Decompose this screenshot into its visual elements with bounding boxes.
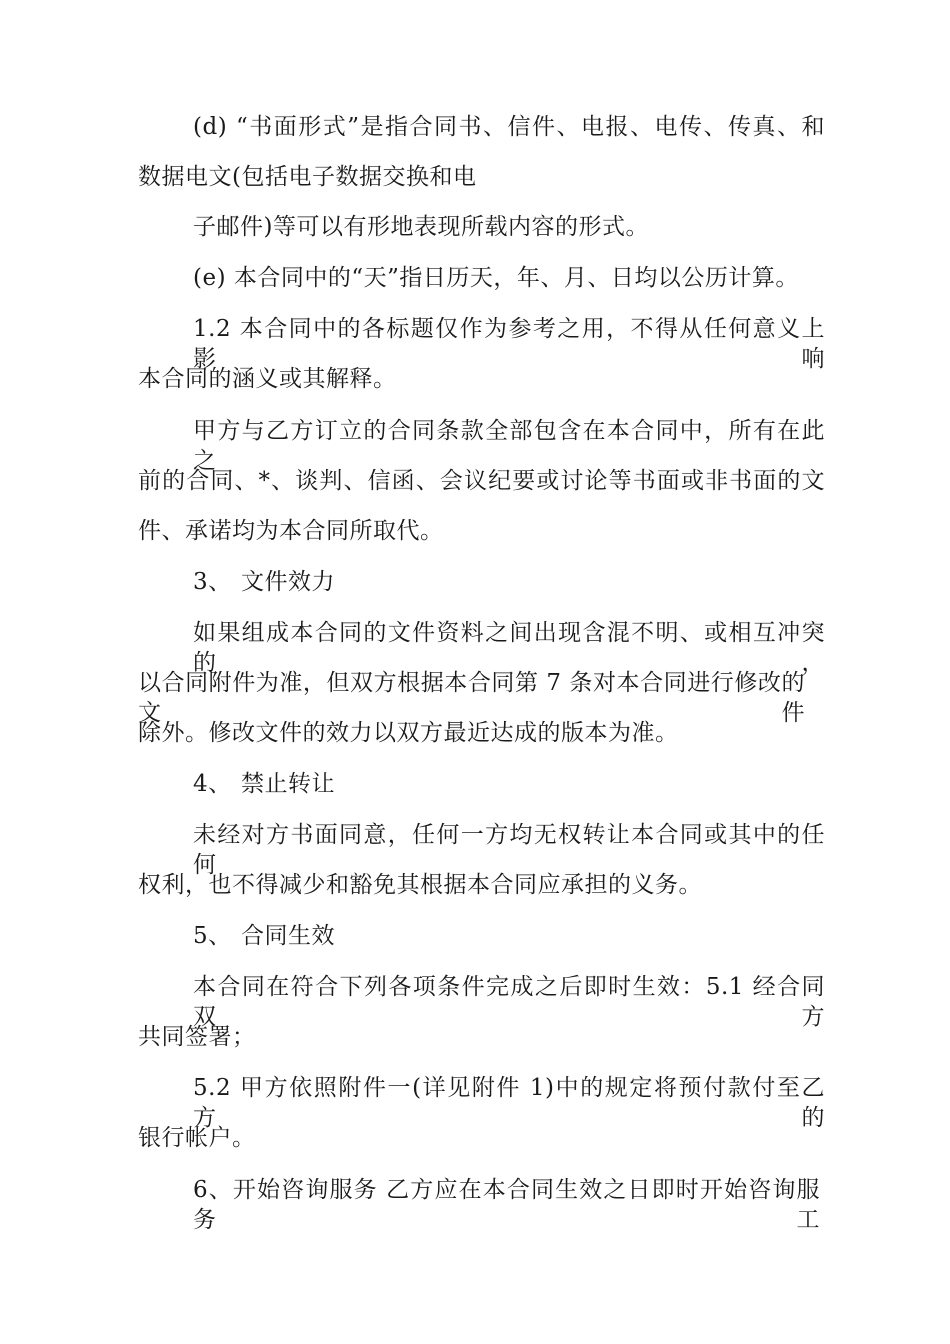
- paragraph-line: 银行帐户。: [138, 1125, 256, 1151]
- section-number: 4、: [193, 771, 232, 797]
- section-heading: [193, 567, 335, 597]
- paragraph-line: 未经对方书面同意，任何一方均无权转让本合同或其中的任何: [193, 822, 825, 878]
- section-title: 禁止转让: [241, 771, 335, 797]
- section-heading: [193, 921, 335, 951]
- section-title: 合同生效: [241, 923, 335, 949]
- paragraph-line: (e) 本合同中的“天”指日历天，年、月、日均以公历计算。: [193, 265, 799, 291]
- paragraph-line: 件、承诺均为本合同所取代。: [138, 518, 444, 544]
- paragraph-line: 前的合同、*、谈判、信函、会议纪要或讨论等书面或非书面的文: [138, 468, 825, 494]
- paragraph-line: 如果组成本合同的文件资料之间出现含混不明、或相互冲突的，: [193, 620, 825, 676]
- section-number: 3、: [193, 569, 232, 595]
- paragraph-line: 5.2 甲方依照附件一(详见附件 1)中的规定将预付款付至乙 方的: [193, 1075, 825, 1131]
- paragraph-line: 权利，也不得减少和豁免其根据本合同应承担的义务。: [138, 872, 702, 898]
- paragraph-line: 甲方与乙方订立的合同条款全部包含在本合同中，所有在此之: [193, 418, 825, 474]
- paragraph-line: 本合同的涵义或其解释。: [138, 366, 397, 392]
- paragraph-line: 本合同在符合下列各项条件完成之后即时生效：5.1 经合同双 方: [193, 974, 825, 1030]
- paragraph-line: 除外。修改文件的效力以双方最近达成的版本为准。: [138, 720, 679, 746]
- paragraph-line: 数据电文(包括电子数据交换和电: [138, 164, 477, 190]
- section-number: 5、: [193, 923, 232, 949]
- paragraph-line: 1.2 本合同中的各标题仅作为参考之用，不得从任何意义上影 响: [193, 316, 825, 372]
- paragraph-line: 6、开始咨询服务 乙方应在本合同生效之日即时开始咨询服务工: [193, 1177, 820, 1233]
- section-heading: [193, 769, 335, 799]
- paragraph-line: (d) “书面形式”是指合同书、信件、电报、电传、传真、和: [193, 114, 825, 140]
- section-title: 文件效力: [241, 569, 335, 595]
- paragraph-line: 子邮件)等可以有形地表现所载内容的形式。: [193, 214, 649, 240]
- paragraph-line: 共同签署；: [138, 1024, 256, 1050]
- paragraph-line: 以合同附件为准，但双方根据本合同第 7 条对本合同进行修改的文件: [138, 670, 805, 726]
